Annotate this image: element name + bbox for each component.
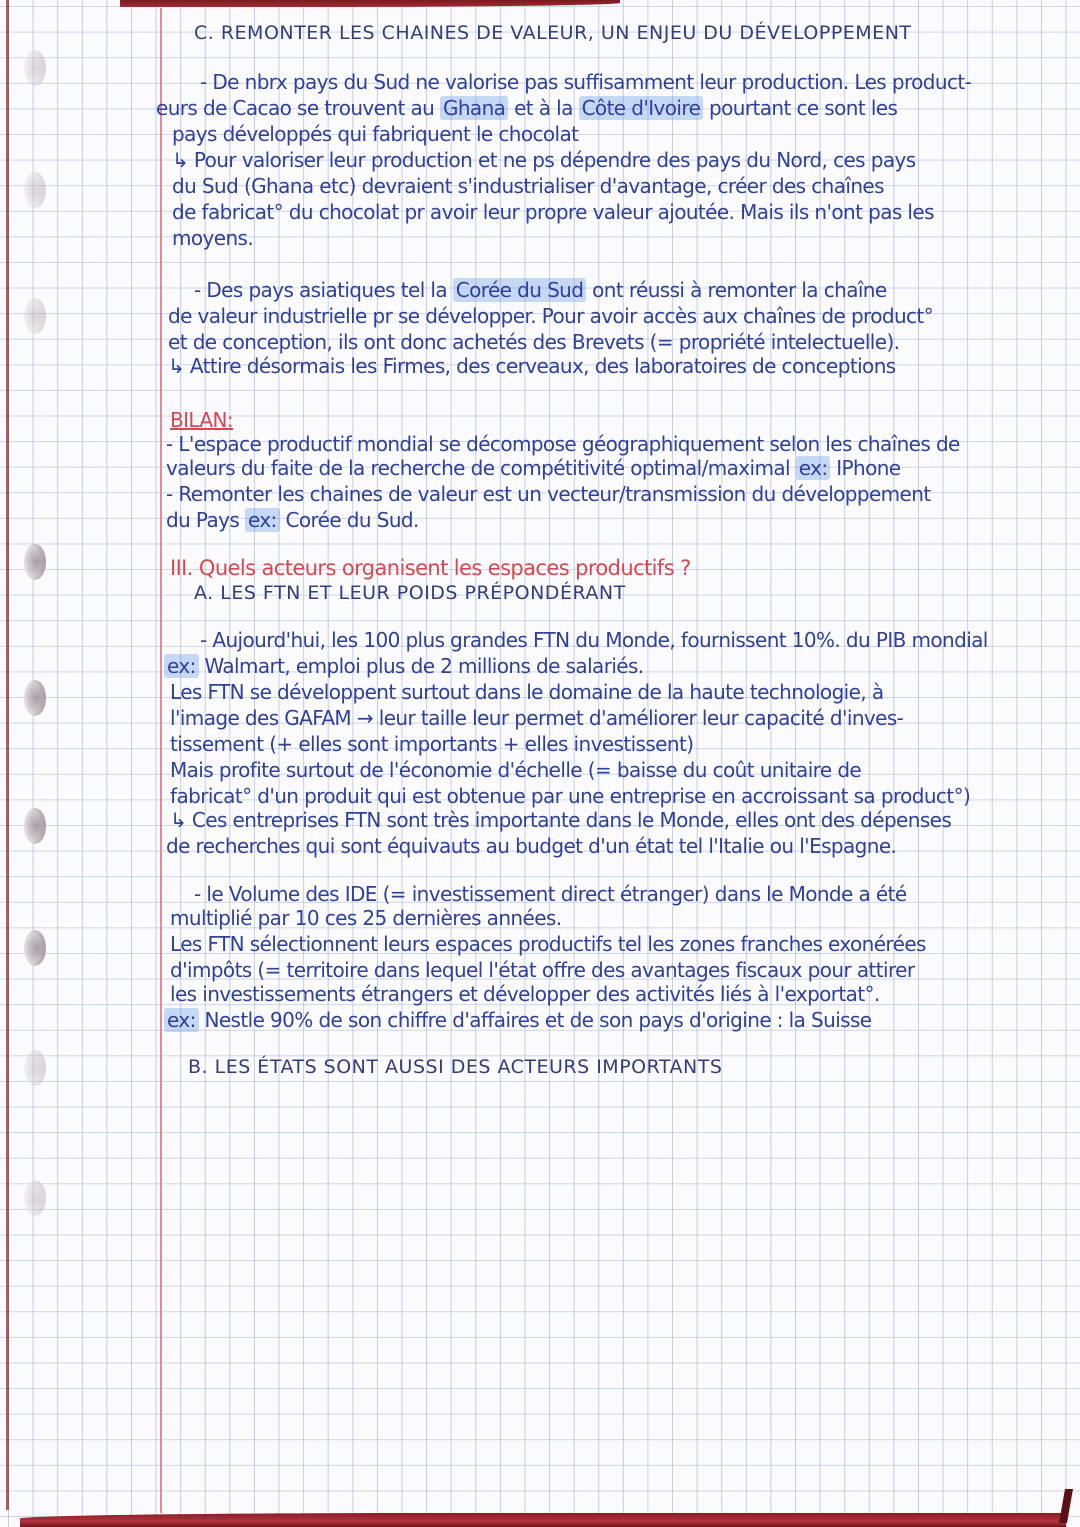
text: IPhone [830, 456, 901, 480]
note-line: l'image des GAFAM → leur taille leur permet d'améliorer leur capacité d'inves- [170, 706, 904, 730]
note-line: multiplié par 10 ces 25 dernières années. [170, 906, 562, 930]
margin-line [160, 8, 162, 1513]
note-line: ↳ Attire désormais les Firmes, des cerveaux, des laboratoires de conceptions [168, 354, 896, 378]
section-c-heading: C. REMONTER LES CHAINES DE VALEUR, UN ENJEU DU DÉVELOPPEMENT [194, 22, 912, 44]
note-line [166, 508, 419, 532]
highlight-ex: ex: [164, 654, 199, 678]
note-line: et de conception, ils ont donc achetés des Brevets (= propriété intelectuelle). [168, 330, 900, 354]
note-line: moyens. [172, 226, 254, 250]
note-line: Les FTN se développent surtout dans le domaine de la haute technologie, à [170, 680, 884, 704]
punch-hole [24, 930, 46, 966]
punch-hole [24, 1050, 46, 1086]
highlight-coree-du-sud: Corée du Sud [453, 278, 587, 302]
punch-hole [24, 50, 46, 86]
note-line: d'impôts (= territoire dans lequel l'état offre des avantages fiscaux pour attirer [170, 958, 915, 982]
highlight-ex: ex: [245, 508, 280, 532]
note-line [156, 96, 897, 120]
note-line: tissement (+ elles sont importants + elles investissent) [170, 732, 694, 756]
text: - Des pays asiatiques tel la [194, 278, 453, 302]
highlight-ex: ex: [164, 1008, 199, 1032]
punch-hole [24, 808, 46, 844]
highlight-ex: ex: [796, 456, 831, 480]
note-line [164, 654, 644, 678]
note-line: Les FTN sélectionnent leurs espaces productifs tel les zones franches exonérées [170, 932, 926, 956]
note-line: fabricat° d'un produit qui est obtenue par une entreprise en accroissant sa product°) [170, 784, 971, 808]
highlight-cote-divoire: Côte d'Ivoire [579, 96, 704, 120]
bottom-binding-edge [20, 1513, 1066, 1527]
punch-hole [24, 680, 46, 716]
punch-hole [24, 172, 46, 208]
note-line: de fabricat° du chocolat pr avoir leur propre valeur ajoutée. Mais ils n'ont pas les [172, 200, 934, 224]
text: et à la [508, 96, 579, 120]
text: ont réussi à remonter la chaîne [586, 278, 887, 302]
text: eurs de Cacao se trouvent au [156, 96, 440, 120]
bilan-label: BILAN: [170, 408, 234, 432]
top-binding-edge [120, 0, 620, 7]
note-line: ↳ Ces entreprises FTN sont très importante dans le Monde, elles ont des dépenses [170, 808, 952, 832]
note-line: - De nbrx pays du Sud ne valorise pas suffisamment leur production. Les product- [200, 70, 972, 94]
text: Walmart, emploi plus de 2 millions de salariés. [198, 654, 644, 678]
punch-hole [24, 1180, 46, 1216]
highlight-ghana: Ghana [440, 96, 508, 120]
note-line: ↳ Pour valoriser leur production et ne ps dépendre des pays du Nord, ces pays [172, 148, 916, 172]
note-line: - Remonter les chaines de valeur est un vecteur/transmission du développement [166, 482, 931, 506]
punch-hole [24, 544, 46, 580]
note-line: Mais profite surtout de l'économie d'échelle (= baisse du coût unitaire de [170, 758, 862, 782]
note-line: - Aujourd'hui, les 100 plus grandes FTN du Monde, fournissent 10%. du PIB mondial [200, 628, 988, 652]
note-line: - le Volume des IDE (= investissement direct étranger) dans le Monde a été [194, 882, 907, 906]
text: du Pays [166, 508, 245, 532]
left-binding-edge [6, 0, 9, 1510]
text: pourtant ce sont les [703, 96, 898, 120]
section-b-heading: B. LES ÉTATS SONT AUSSI DES ACTEURS IMPORTANTS [188, 1056, 723, 1078]
text: Nestle 90% de son chiffre d'affaires et de son pays d'origine : la Suisse [198, 1008, 872, 1032]
note-line: de valeur industrielle pr se développer. Pour avoir accès aux chaînes de product° [168, 304, 934, 328]
note-line: - L'espace productif mondial se décompose géographiquement selon les chaînes de [166, 432, 960, 456]
text: Corée du Sud. [279, 508, 419, 532]
note-line: du Sud (Ghana etc) devraient s'industrialiser d'avantage, créer des chaînes [172, 174, 884, 198]
note-line [166, 456, 901, 480]
note-line: pays développés qui fabriquent le chocolat [172, 122, 579, 146]
note-line: les investissements étrangers et développer des activités liés à l'exportat°. [170, 982, 880, 1006]
punch-hole [24, 298, 46, 334]
section-iii-title: III. Quels acteurs organisent les espaces productifs ? [170, 556, 691, 580]
section-a-heading: A. LES FTN ET LEUR POIDS PRÉPONDÉRANT [194, 582, 626, 604]
note-line [194, 278, 887, 302]
note-line: de recherches qui sont équivauts au budget d'un état tel l'Italie ou l'Espagne. [166, 834, 897, 858]
text: valeurs du faite de la recherche de compétitivité optimal/maximal [166, 456, 796, 480]
note-line [164, 1008, 872, 1032]
